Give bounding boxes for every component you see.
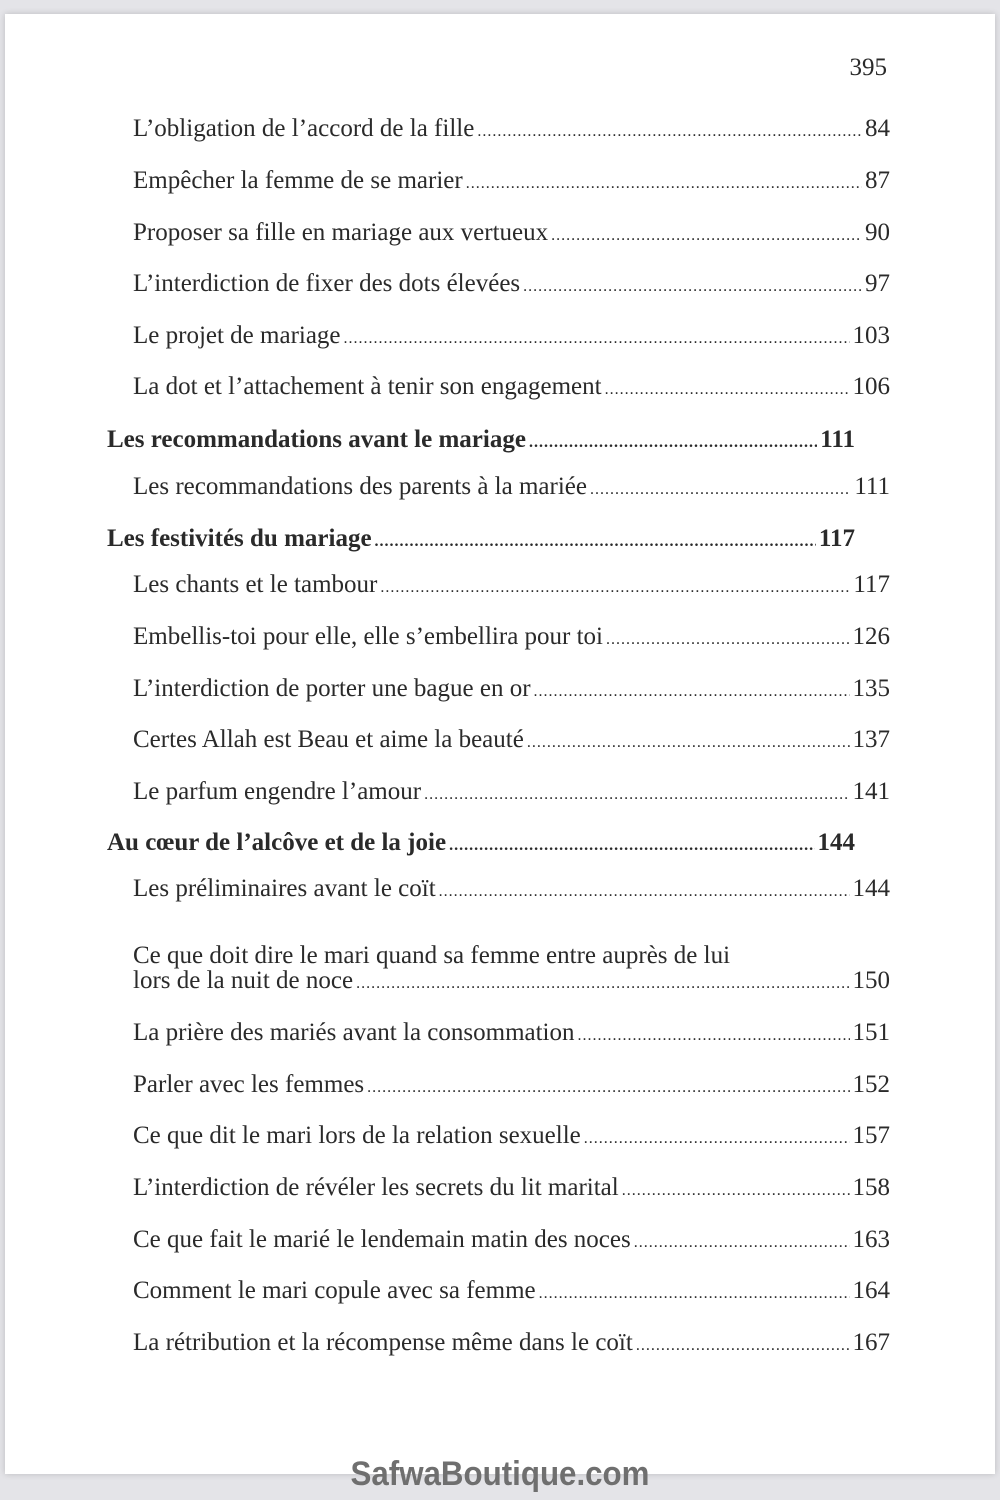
toc-entry	[133, 772, 890, 815]
dot-leader	[527, 723, 850, 763]
toc-entry-title: L’obligation de l’accord de la fille	[133, 115, 475, 142]
dot-leader	[424, 775, 849, 815]
dot-leader	[636, 1326, 850, 1366]
dot-leader	[578, 1016, 850, 1056]
toc-entry	[133, 213, 890, 256]
toc-entry-page: 144	[817, 829, 855, 856]
toc-entry-title: Comment le mari copule avec sa femme	[133, 1277, 536, 1304]
toc-entry	[133, 1065, 890, 1108]
dot-leader	[439, 872, 850, 912]
toc-entry	[133, 109, 890, 152]
toc-entry-page: 111	[820, 426, 855, 453]
page-number: 395	[849, 54, 887, 81]
toc-entry	[133, 1116, 890, 1159]
dot-leader	[367, 1068, 849, 1108]
toc-entry-title: Embellis-toi pour elle, elle s’embellira pour toi	[133, 623, 604, 650]
toc-entry-page: 150	[852, 967, 890, 994]
toc-entry	[133, 669, 890, 712]
toc-entry-title: Au cœur de l’alcôve et de la joie	[107, 829, 447, 856]
toc-entry	[133, 565, 890, 608]
toc-entry-title: La dot et l’attachement à tenir son engagement	[133, 373, 602, 400]
toc-entry-page: 167	[852, 1329, 890, 1356]
toc-entry-title: Le projet de mariage	[133, 322, 341, 349]
dot-leader	[622, 1171, 850, 1211]
toc-entry-title: L’interdiction de fixer des dots élevées	[133, 270, 521, 297]
toc-entry-title: Empêcher la femme de se marier	[133, 167, 463, 194]
toc-entry-page: 163	[852, 1226, 890, 1253]
dot-leader	[606, 620, 849, 660]
toc-entry-title: Proposer sa fille en mariage aux vertueux	[133, 219, 549, 246]
watermark: SafwaBoutique.com	[350, 1455, 650, 1493]
dot-leader	[344, 319, 850, 359]
toc-entry-title: Ce que dit le mari lors de la relation sexuelle	[133, 1122, 581, 1149]
toc-entry-page: 157	[852, 1122, 890, 1149]
toc-entry-page: 164	[852, 1277, 890, 1304]
book-page	[5, 14, 995, 1474]
toc-section-heading	[107, 519, 855, 562]
dot-leader	[477, 112, 862, 152]
toc-entry-page: 97	[865, 270, 890, 297]
toc-entry	[133, 467, 890, 510]
toc-entry	[133, 1323, 890, 1366]
dot-leader	[584, 1119, 850, 1159]
toc-section-heading	[107, 823, 855, 866]
toc-entry	[133, 1168, 890, 1211]
toc-entry-page: 135	[852, 675, 890, 702]
toc-entry-title: La rétribution et la récompense même dans le coït	[133, 1329, 633, 1356]
toc-entry-title: Certes Allah est Beau et aime la beauté	[133, 726, 524, 753]
toc-entry	[133, 161, 890, 204]
toc-entry	[133, 720, 890, 763]
toc-entry-page: 90	[865, 219, 890, 246]
dot-leader	[449, 826, 814, 866]
toc-entry-title-continued: lors de la nuit de noce	[133, 967, 354, 994]
toc-entry	[133, 1220, 890, 1263]
toc-entry-title: Les préliminaires avant le coït	[133, 875, 436, 902]
dot-leader	[590, 470, 851, 510]
dot-leader	[551, 216, 862, 256]
toc-entry-title: Le parfum engendre l’amour	[133, 778, 422, 805]
toc-entry	[133, 316, 890, 359]
toc-entry	[133, 617, 890, 660]
dot-leader	[466, 164, 862, 204]
toc-entry-title: L’interdiction de révéler les secrets du lit marital	[133, 1174, 619, 1201]
toc-entry	[133, 869, 890, 912]
dot-leader	[634, 1223, 850, 1263]
toc-entry	[133, 264, 890, 307]
dot-leader	[375, 522, 816, 562]
toc-entry-page: 117	[818, 525, 855, 552]
toc-entry-title: L’interdiction de porter une bague en or	[133, 675, 531, 702]
dot-leader	[529, 423, 817, 463]
dot-leader	[356, 964, 849, 1004]
toc-section-heading	[107, 420, 855, 463]
toc-entry	[133, 367, 890, 410]
toc-entry-page: 141	[852, 778, 890, 805]
toc-entry-page: 152	[852, 1071, 890, 1098]
toc-entry-page: 151	[852, 1019, 890, 1046]
dot-leader	[523, 267, 862, 307]
toc-entry-page: 111	[854, 473, 890, 500]
dot-leader	[380, 568, 850, 608]
toc-entry-page: 117	[853, 571, 890, 598]
toc-entry-title: Les festivités du mariage	[107, 525, 372, 552]
toc-entry-page: 106	[852, 373, 890, 400]
toc-entry-page: 158	[852, 1174, 890, 1201]
toc-entry-page: 137	[852, 726, 890, 753]
toc-entry-title: Les recommandations des parents à la mariée	[133, 473, 587, 500]
dot-leader	[534, 672, 850, 712]
toc-entry-title-line: Ce que doit dire le mari quand sa femme entre auprès de lui	[133, 942, 731, 969]
toc-entry-page: 103	[852, 322, 890, 349]
toc-entry	[133, 1013, 890, 1056]
toc-entry-title: Les recommandations avant le mariage	[107, 426, 526, 453]
toc-entry-title: Parler avec les femmes	[133, 1071, 365, 1098]
dot-leader	[605, 370, 850, 410]
toc-entry-title: Ce que fait le marié le lendemain matin des noces	[133, 1226, 631, 1253]
toc-entry-title: La prière des mariés avant la consommation	[133, 1019, 575, 1046]
toc-entry	[133, 961, 890, 1004]
toc-entry-page: 87	[865, 167, 890, 194]
toc-entry-page: 84	[865, 115, 890, 142]
toc-entry-title: Les chants et le tambour	[133, 571, 378, 598]
toc-entry-page: 126	[852, 623, 890, 650]
toc-entry	[133, 1271, 890, 1314]
toc-entry-page: 144	[852, 875, 890, 902]
dot-leader	[539, 1274, 850, 1314]
